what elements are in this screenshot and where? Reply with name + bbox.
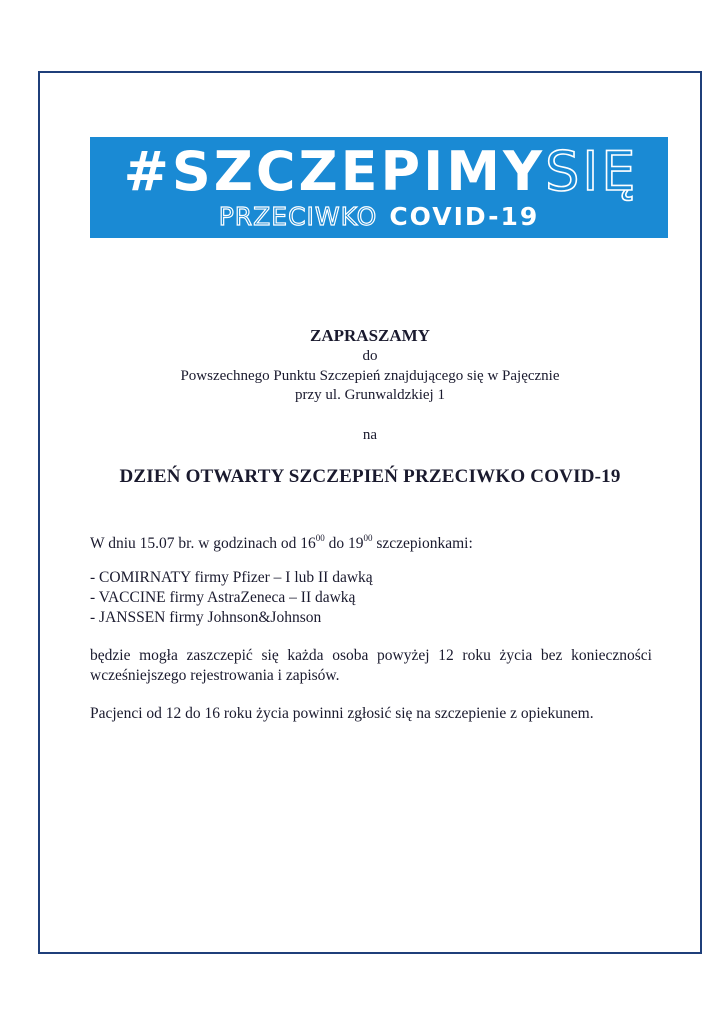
invite-to: do (362, 348, 378, 364)
schedule-prefix: W dniu 15.07 br. w godzinach od 16 (90, 535, 316, 552)
campaign-banner (90, 137, 668, 238)
event-heading: DZIEŃ OTWARTY SZCZEPIEŃ PRZECIWKO COVID-19 (119, 466, 621, 487)
banner-covid: COVID-19 (389, 202, 540, 231)
invite-title: ZAPRASZAMY (310, 326, 430, 345)
banner-subline (90, 201, 668, 233)
banner-hashtag: #SZCZEPIMY (123, 140, 546, 203)
schedule-line (90, 528, 652, 554)
banner-przeciwko: PRZECIWKO (218, 202, 378, 231)
schedule-suffix: szczepionkami: (372, 535, 473, 552)
invite-address: przy ul. Grunwaldzkiej 1 (295, 387, 445, 403)
invite-place: Powszechnego Punktu Szczepień znajdującego się w Pajęcznie (180, 368, 560, 384)
list-item: - VACCINE firmy AstraZeneca – II dawką (90, 589, 356, 606)
eligibility-paragraph: będzie mogła zaszczepić się każda osoba powyżej 12 roku życia bez konieczności wcześniejszego rejestrowania i zapisów. (90, 647, 652, 684)
vaccine-list (90, 568, 652, 628)
schedule-middle: do 19 (324, 535, 364, 552)
invite-on: na (362, 427, 378, 443)
list-item: - COMIRNATY firmy Pfizer – I lub II dawką (90, 569, 373, 586)
banner-headline (96, 140, 666, 204)
schedule-start-minutes: 00 (315, 533, 325, 543)
minors-paragraph: Pacjenci od 12 do 16 roku życia powinni zgłosić się na szczepienie z opiekunem. (90, 705, 594, 722)
schedule-end-minutes: 00 (363, 533, 373, 543)
banner-hashtag-outline: SIĘ (545, 140, 639, 203)
list-item: - JANSSEN firmy Johnson&Johnson (90, 609, 322, 626)
